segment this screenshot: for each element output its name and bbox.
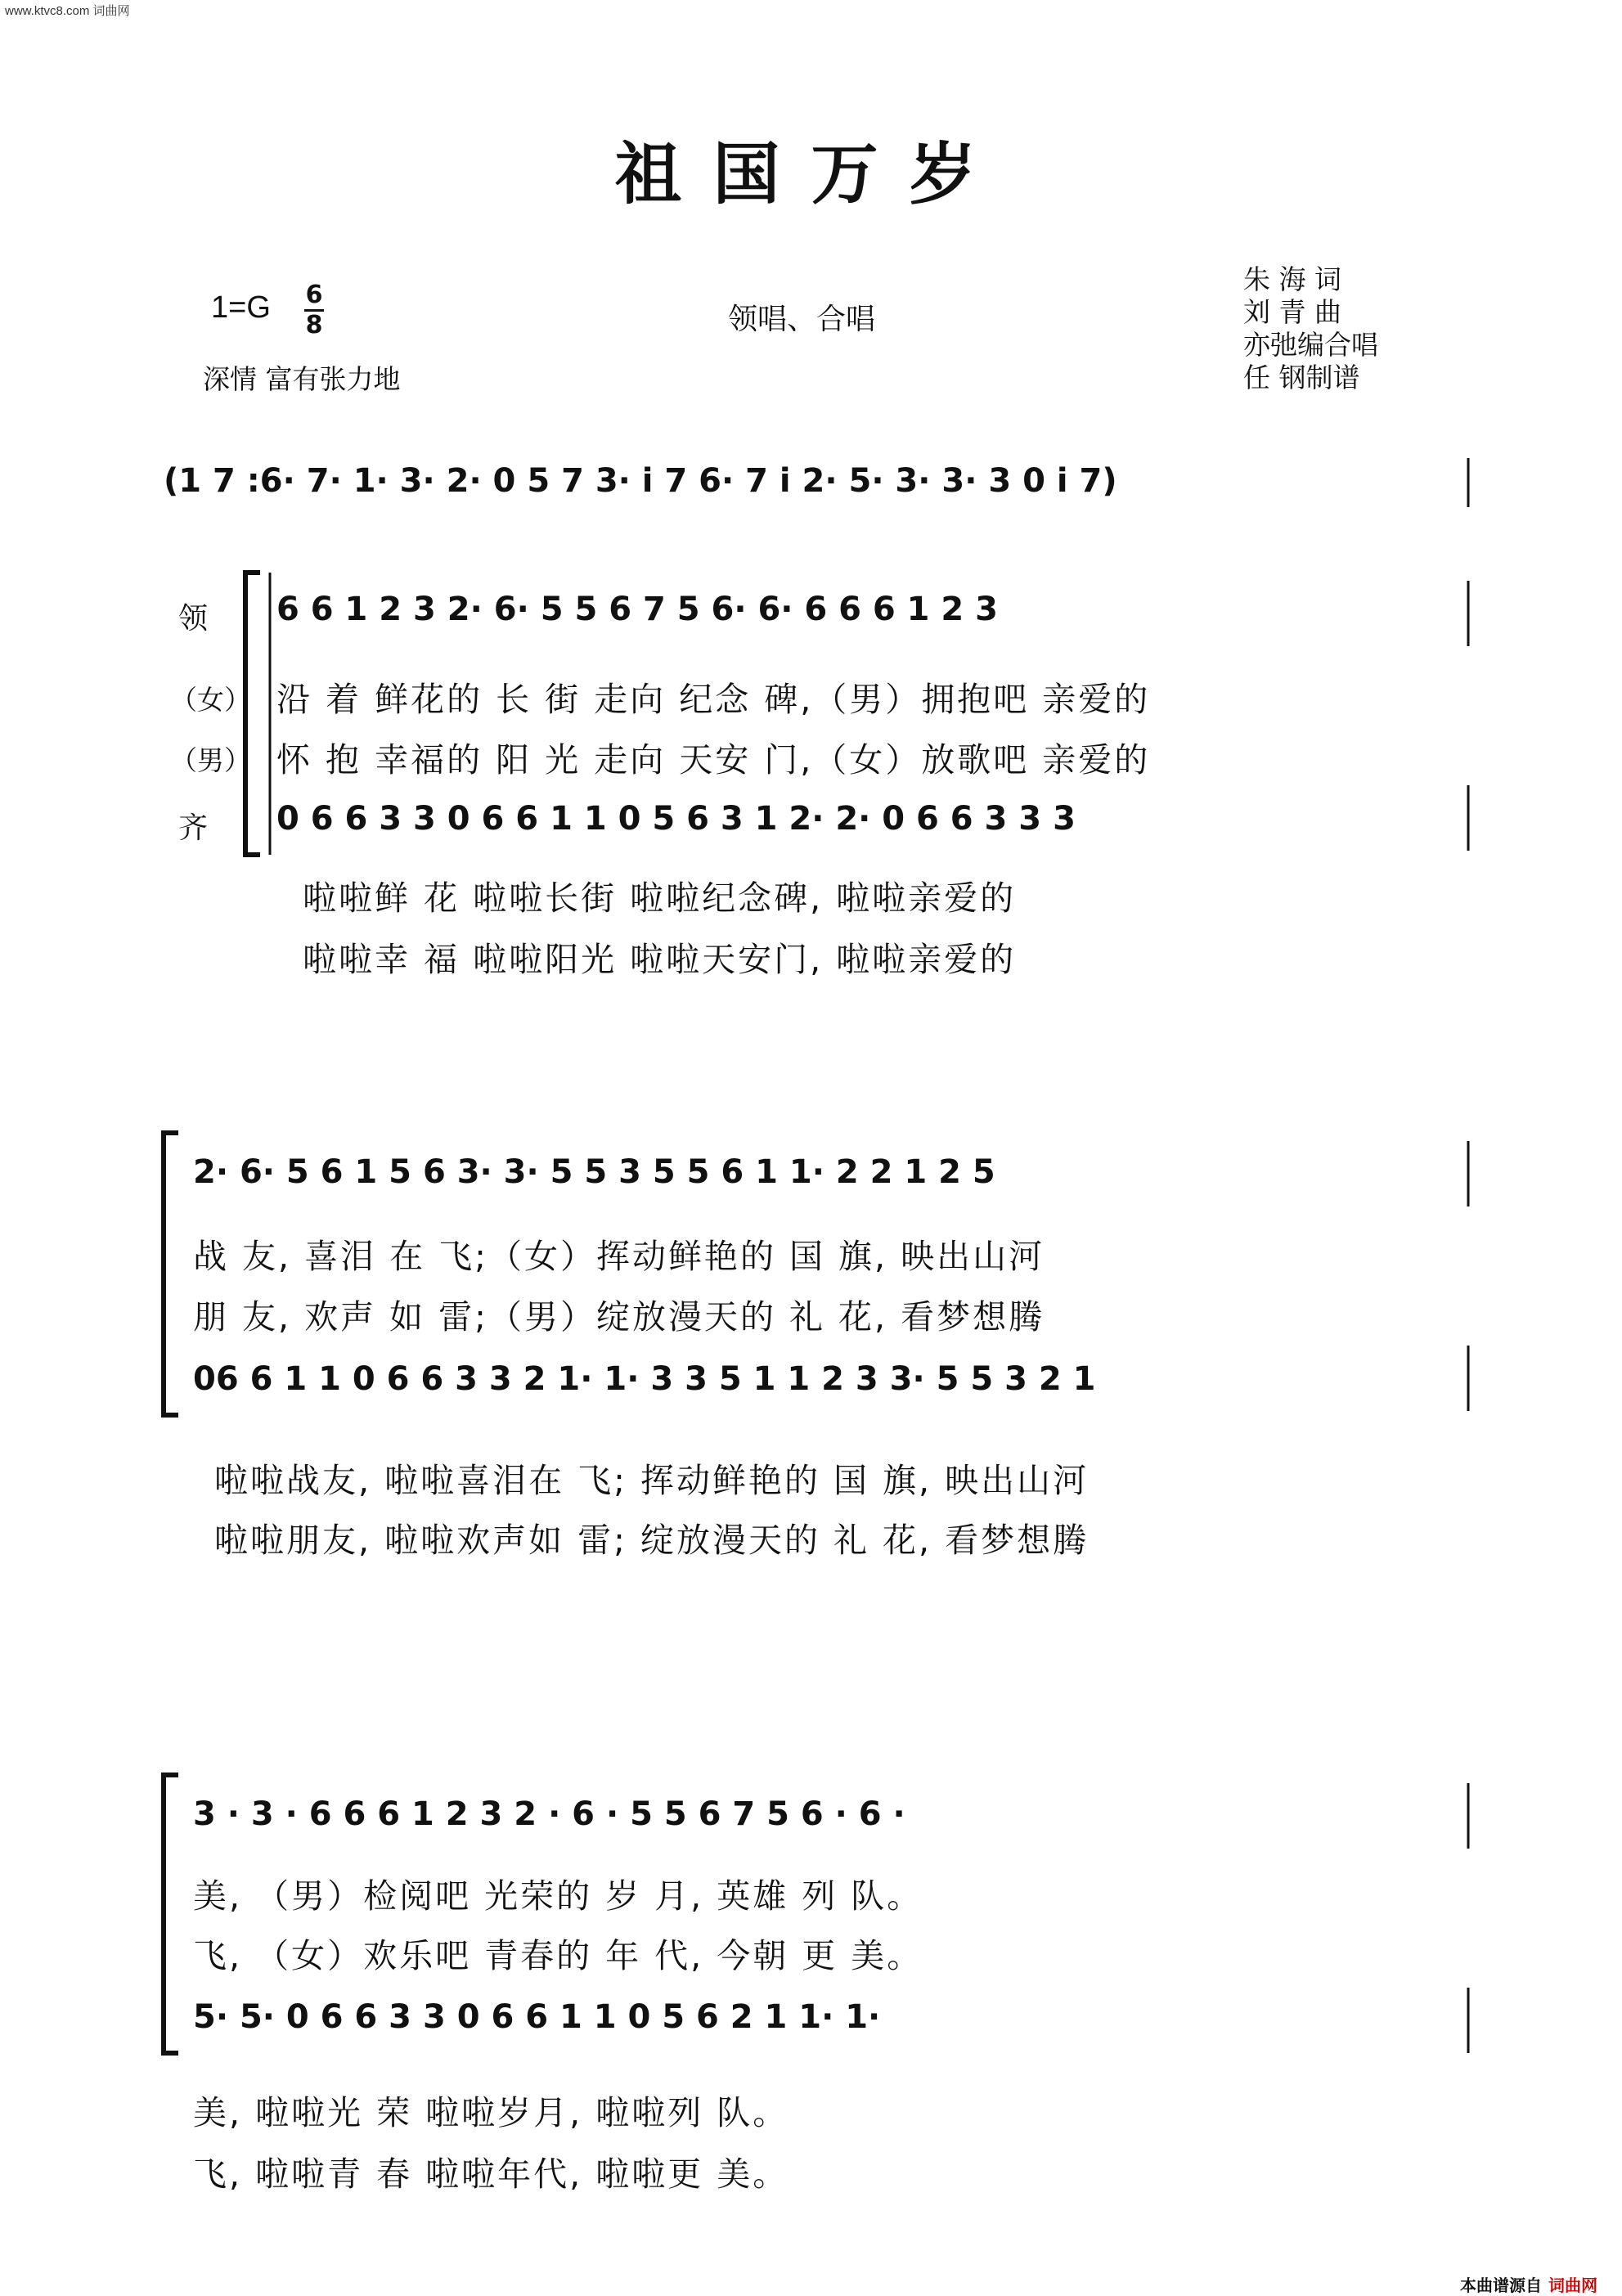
- footer-brand: 词曲网: [1548, 2276, 1597, 2295]
- label-male: （男）: [170, 744, 251, 776]
- s2-choir-lyric-2: 啦啦朋友, 啦啦欢声如 雷; 绽放漫天的 礼 花, 看梦想腾: [214, 1521, 1090, 1560]
- song-title: 祖国万岁: [614, 135, 1008, 213]
- s2-choir-notes: 06 6 1 1 0 6 6 3 3 2 1· 1· 3 3 5 1 1 2 3 3· 5 5 3 2 1: [193, 1360, 1096, 1398]
- s1-choir-lyric-1: 啦啦鲜 花 啦啦长街 啦啦纪念碑, 啦啦亲爱的: [303, 878, 1017, 918]
- credit-arranger: 亦弛编合唱: [1243, 329, 1378, 361]
- s1-choir-lyric-2: 啦啦幸 福 啦啦阳光 啦啦天安门, 啦啦亲爱的: [303, 940, 1017, 979]
- source-url: www.ktvc8.com 词曲网: [5, 4, 130, 18]
- s2-lead-notes: 2· 6· 5 6 1 5 6 3· 3· 5 5 3 5 5 6 1 1· 2 2 1 2 5: [193, 1153, 995, 1191]
- s3-lead-notes: 3 · 3 · 6 6 6 1 2 3 2 · 6 · 5 5 6 7 5 6 · 6 ·: [193, 1795, 905, 1833]
- label-female: （女）: [170, 684, 251, 716]
- tempo-marking: 深情 富有张力地: [203, 363, 401, 395]
- s3-choir-lyric-1: 美, 啦啦光 荣 啦啦岁月, 啦啦列 队。: [193, 2093, 789, 2132]
- label-lead: 领: [178, 602, 209, 636]
- performance-form: 领唱、合唱: [728, 303, 876, 336]
- s1-lyric-female: 沿 着 鲜花的 长 街 走向 纪念 碑,（男）拥抱吧 亲爱的: [276, 680, 1151, 719]
- credit-transcriber: 任 钢制谱: [1243, 362, 1360, 393]
- footer-source-text: 本曲谱源自: [1460, 2276, 1542, 2295]
- footer-source: [1460, 2272, 1597, 2296]
- key-signature: 1=G: [211, 290, 271, 325]
- time-numerator: 6: [305, 281, 323, 309]
- intro-notes: (1 7 :6· 7· 1· 3· 2· 0 5 7 3· i 7 6· 7 i 2· 5· 3· 3· 3 0 i 7): [164, 462, 1117, 500]
- s1-lyric-male: 怀 抱 幸福的 阳 光 走向 天安 门,（女）放歌吧 亲爱的: [276, 740, 1151, 780]
- s3-choir-notes: 5· 5· 0 6 6 3 3 0 6 6 1 1 0 5 6 2 1 1· 1·: [193, 1998, 881, 2036]
- time-denominator: 8: [305, 311, 323, 339]
- credit-composer: 刘 青 曲: [1243, 296, 1341, 328]
- s2-lyric-1: 战 友, 喜泪 在 飞;（女）挥动鲜艳的 国 旗, 映出山河: [193, 1237, 1045, 1276]
- s1-choir-notes: 0 6 6 3 3 0 6 6 1 1 0 5 6 3 1 2· 2· 0 6 6 3 3 3: [276, 800, 1076, 838]
- label-unison: 齐: [178, 811, 209, 845]
- s2-choir-lyric-1: 啦啦战友, 啦啦喜泪在 飞; 挥动鲜艳的 国 旗, 映出山河: [214, 1461, 1090, 1500]
- s3-choir-lyric-2: 飞, 啦啦青 春 啦啦年代, 啦啦更 美。: [193, 2154, 789, 2194]
- s2-lyric-2: 朋 友, 欢声 如 雷;（男）绽放漫天的 礼 花, 看梦想腾: [193, 1297, 1045, 1337]
- s1-lead-notes: 6 6 1 2 3 2· 6· 5 5 6 7 5 6· 6· 6 6 6 1 2 3: [276, 591, 999, 628]
- s3-lyric-1: 美, （男）检阅吧 光荣的 岁 月, 英雄 列 队。: [193, 1876, 923, 1916]
- credit-lyricist: 朱 海 词: [1243, 263, 1341, 295]
- s3-lyric-2: 飞, （女）欢乐吧 青春的 年 代, 今朝 更 美。: [193, 1936, 923, 1975]
